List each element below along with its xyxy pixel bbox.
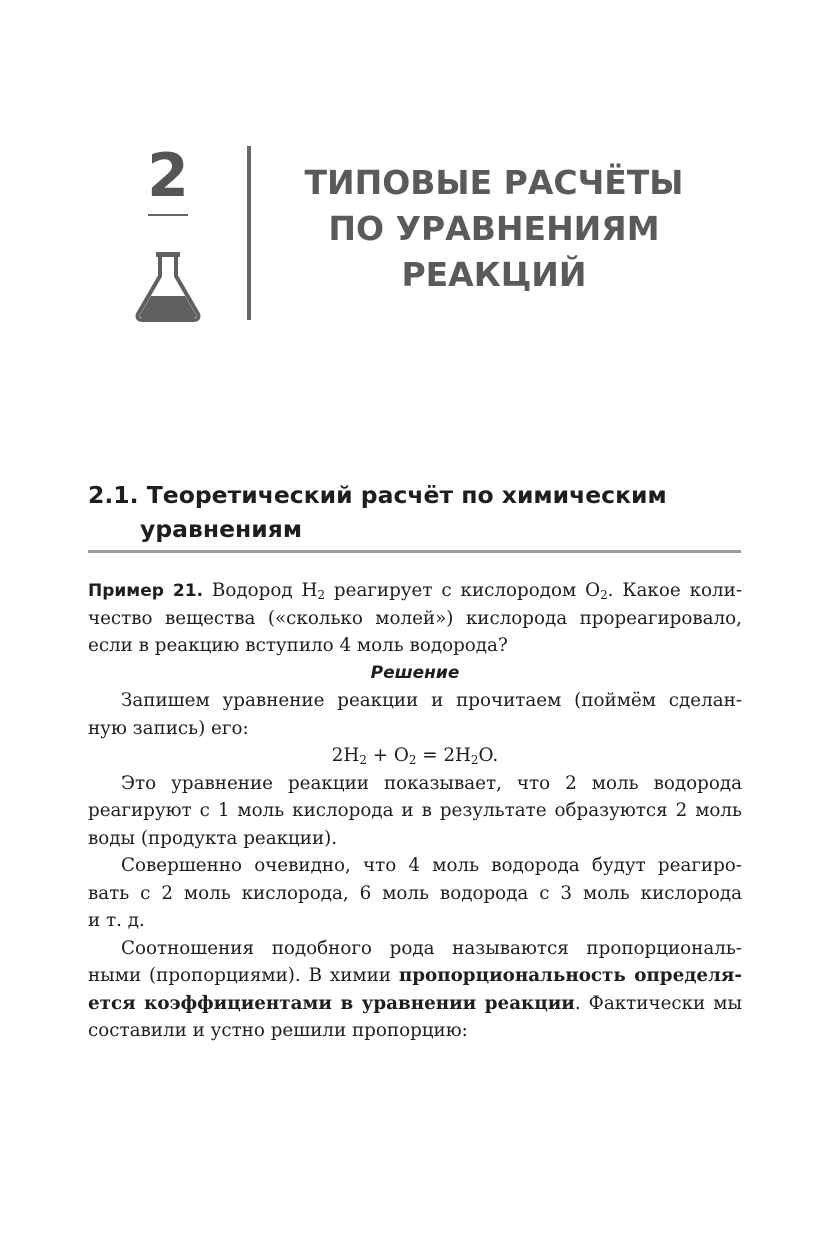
paragraph-line: составили и устно решили пропорцию: <box>88 1020 468 1041</box>
paragraph-line: ную запись) его: <box>88 717 249 739</box>
flask-icon <box>134 250 202 322</box>
chapter-number-underline <box>148 214 188 216</box>
paragraph-line: Соотношения подобного рода называются пропорциональ- <box>121 937 742 959</box>
bold-emphasis: ется коэффициентами в уравнении реакции <box>88 992 575 1014</box>
paragraph-line: Запишем уравнение реакции и прочитаем (поймём сделан- <box>121 690 742 711</box>
reaction-equation: $2H_2 + O_2 = 2H_2O$. <box>331 745 499 767</box>
paragraph-line: ными (пропорциями). В химии пропорциональность определя- <box>88 965 742 986</box>
chapter-title <box>266 160 722 298</box>
example-line: Пример 21. Водород $H_2$ реагирует с кислородом $O_2$. Какое коли- <box>88 580 742 602</box>
paragraph-line: и т. д. <box>88 910 145 931</box>
paragraph-line: воды (продукта реакции). <box>88 827 338 849</box>
paragraph-line: вать с 2 моль кислорода, 6 моль водорода с 3 моль кислорода <box>88 882 742 904</box>
example-line: если в реакцию вступило 4 моль водорода? <box>88 635 508 656</box>
chapter-title-line: ТИПОВЫЕ РАСЧЁТЫ <box>304 163 684 202</box>
body-text <box>88 577 742 1045</box>
section-heading-line: уравнениям <box>140 515 303 543</box>
paragraph-line: Это уравнение реакции показывает, что 2 моль водорода <box>121 772 742 794</box>
example-line: чество вещества («сколько молей») кислорода прореагировало, <box>88 607 742 629</box>
section-heading-line: 2.1. Теоретический расчёт по химическим <box>88 481 667 509</box>
section-rule <box>88 550 741 553</box>
solution-label: Решение <box>370 662 460 683</box>
chapter-divider <box>247 146 251 320</box>
example-label: Пример 21. <box>88 581 204 601</box>
section-heading <box>88 478 748 546</box>
chapter-number: 2 <box>147 141 189 211</box>
paragraph-line: Совершенно очевидно, что 4 моль водорода будут реагиро- <box>121 855 742 876</box>
chapter-title-line: РЕАКЦИЙ <box>401 255 587 294</box>
bold-emphasis: пропорциональность определя- <box>398 965 742 986</box>
paragraph-line: ется коэффициентами в уравнении реакции. Фактически мы <box>88 992 742 1014</box>
chapter-title-line: ПО УРАВНЕНИЯМ <box>328 209 660 248</box>
paragraph-line: реагируют с 1 моль кислорода и в результате образуются 2 моль <box>88 800 742 821</box>
